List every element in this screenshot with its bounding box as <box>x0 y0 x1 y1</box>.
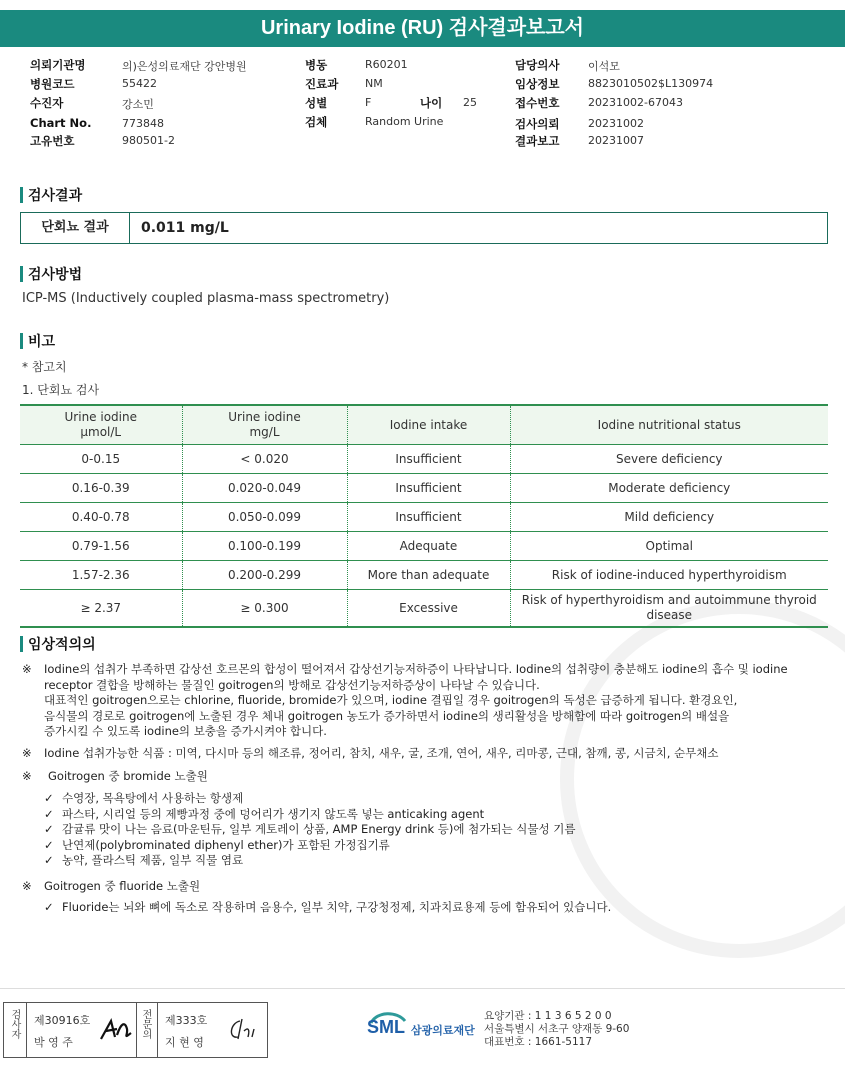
list-item: 농약, 플라스틱 제품, 일부 직물 염료 <box>62 853 244 867</box>
reference-table <box>20 404 828 628</box>
org-name: 삼광의료재단 <box>411 1024 475 1037</box>
info-label: 고유번호 <box>30 134 75 148</box>
table-cell: Risk of hyperthyroidism and autoimmune thyroid disease <box>510 590 828 628</box>
table-row <box>20 474 828 503</box>
table-row <box>20 445 828 474</box>
paragraph-line: 음식물의 경로로 goitrogen에 노출된 경우 체내 goitrogen 농도가 증가하면서 iodine의 생리활성을 방해함에 따라 goitrogen의 배설을 <box>44 708 730 723</box>
info-label: 담당의사 <box>515 58 560 72</box>
bromide-list <box>22 791 822 869</box>
result-value: 0.011 mg/L <box>141 220 229 236</box>
check-icon: ✓ <box>44 853 54 867</box>
result-box <box>20 212 828 244</box>
column-header: Iodine intake <box>347 405 510 445</box>
expert-signature-icon <box>226 1015 264 1045</box>
footer-divider <box>0 988 845 989</box>
fluoride-list <box>22 900 822 916</box>
info-value: Random Urine <box>365 115 444 128</box>
table-header-row <box>20 405 828 445</box>
info-label: 진료과 <box>305 77 339 91</box>
table-cell: Severe deficiency <box>510 445 828 474</box>
info-label: 결과보고 <box>515 134 560 148</box>
clinical-paragraph-1 <box>22 662 822 740</box>
stamp-divider <box>26 1003 27 1057</box>
info-value: 강소민 <box>122 98 154 111</box>
info-value: 25 <box>463 96 477 109</box>
list-item: Fluoride는 뇌와 뼈에 독소로 작용하며 음용수, 일부 치약, 구강청정제, 치과치료용제 등에 함유되어 있습니다. <box>62 900 612 914</box>
paragraph-line: Goitrogen 중 fluoride 노출원 <box>44 879 201 893</box>
info-label: 의뢰기관명 <box>30 58 86 72</box>
check-icon: ✓ <box>44 806 54 821</box>
table-cell: 0.020-0.049 <box>182 474 347 503</box>
table-cell: Insufficient <box>347 503 510 532</box>
section-bar <box>20 333 23 349</box>
table-row <box>20 590 828 628</box>
info-label: 접수번호 <box>515 96 560 110</box>
info-value: NM <box>365 77 383 90</box>
section-method-heading: 검사방법 <box>20 264 82 284</box>
table-cell: < 0.020 <box>182 445 347 474</box>
paragraph-line: Iodine 섭취가능한 식품 : 미역, 다시마 등의 해조류, 정어리, 참치, 새우, 굴, 조개, 연어, 새우, 리마콩, 근대, 참깨, 콩, 시금치, 순무채소 <box>44 746 719 760</box>
check-icon: ✓ <box>44 822 54 836</box>
org-info-line: 요양기관 : 1 1 3 6 5 2 0 0 <box>484 1010 612 1022</box>
stamp-divider <box>136 1003 137 1057</box>
check-icon: ✓ <box>44 791 54 805</box>
info-value: 8823010502$L130974 <box>588 77 714 90</box>
info-label: 검체 <box>305 115 328 129</box>
check-icon: ✓ <box>44 900 54 914</box>
section-bar <box>20 187 23 203</box>
expert-license: 제333호 <box>165 1014 208 1027</box>
table-cell: 0.050-0.099 <box>182 503 347 532</box>
table-row <box>20 503 828 532</box>
paragraph-line: Iodine의 섭취가 부족하면 갑상선 호르몬의 합성이 떨어져서 갑상선기능저하증이 나타납니다. Iodine의 섭취량이 충분해도 iodine의 흡수 및 iodine <box>44 662 788 676</box>
info-label: 검사의뢰 <box>515 117 560 131</box>
paragraph-line: Goitrogen 중 bromide 노출원 <box>48 769 208 783</box>
tester-license: 제30916호 <box>34 1014 91 1027</box>
paragraph-line: 증가시킬 수 있도록 iodine의 보충을 증가시켜야 합니다. <box>44 724 327 738</box>
info-label: 성별 <box>305 96 328 110</box>
table-cell: 0.200-0.299 <box>182 561 347 590</box>
result-label: 단회뇨 결과 <box>21 213 130 243</box>
table-cell: 0.79-1.56 <box>20 532 182 561</box>
table-cell: Insufficient <box>347 474 510 503</box>
info-label: 병원코드 <box>30 77 75 91</box>
column-header: Urine iodine mg/L <box>182 405 347 445</box>
paragraph-line: receptor 결합을 방해하는 물질인 goitrogen의 방해로 갑상선기능저하증상이 나타날 수 있습니다. <box>44 677 540 692</box>
section-remarks-heading: 비고 <box>20 331 55 351</box>
stamp-divider <box>157 1003 158 1057</box>
info-value: 의)은성의료재단 강안병원 <box>122 60 247 73</box>
table-cell: Optimal <box>510 532 828 561</box>
table-cell: More than adequate <box>347 561 510 590</box>
section-clinical-heading: 임상적의의 <box>20 634 96 654</box>
report-title: Urinary Iodine (RU) 검사결과보고서 <box>0 10 845 47</box>
org-info-line: 서울특별시 서초구 양재동 9-60 <box>484 1023 630 1035</box>
table-cell: Risk of iodine-induced hyperthyroidism <box>510 561 828 590</box>
section-result-heading: 검사결과 <box>20 185 82 205</box>
info-value: 20231002-67043 <box>588 96 683 109</box>
paragraph-line: 대표적인 goitrogen으로는 chlorine, fluoride, bromide가 있으며, iodine 결핍일 경우 goitrogen의 독성은 급증하게 됩니다. 환경요인, <box>44 693 738 707</box>
reference-mark-icon: ※ <box>22 879 32 893</box>
reference-label: * 참고치 <box>22 360 67 374</box>
tester-label: 검사자 <box>9 1009 20 1039</box>
method-text: ICP-MS (Inductively coupled plasma-mass spectrometry) <box>22 291 390 306</box>
list-item: 난연제(polybrominated diphenyl ether)가 포함된 가정집기류 <box>62 837 390 852</box>
reference-mark-icon: ※ <box>22 662 32 676</box>
list-item: 감귤류 맛이 나는 음료(마운틴듀, 일부 게토레이 상품, AMP Energy drink 등)에 첨가되는 식물성 기름 <box>62 822 576 836</box>
clinical-paragraph-4 <box>22 879 822 895</box>
logo-text: SML <box>367 1017 405 1037</box>
reference-mark-icon: ※ <box>22 746 32 760</box>
info-value: 이석모 <box>588 60 620 73</box>
list-item: 수영장, 목욕탕에서 사용하는 항생제 <box>62 791 244 805</box>
info-value: 55422 <box>122 77 157 90</box>
info-label: 수진자 <box>30 96 64 110</box>
table-row <box>20 532 828 561</box>
info-label: Chart No. <box>30 116 92 130</box>
list-item: 파스타, 시리얼 등의 제빵과정 중에 덩어리가 생기지 않도록 넣는 anticaking agent <box>62 806 485 821</box>
info-value: F <box>365 96 372 109</box>
info-value: 20231007 <box>588 134 644 147</box>
column-header: Iodine nutritional status <box>510 405 828 445</box>
table-cell: ≥ 2.37 <box>20 590 182 628</box>
org-info <box>484 1010 629 1049</box>
table-cell: 0.40-0.78 <box>20 503 182 532</box>
tester-name: 박 영 주 <box>34 1036 73 1049</box>
info-value: 773848 <box>122 117 164 130</box>
table-cell: 0.16-0.39 <box>20 474 182 503</box>
table-cell: Mild deficiency <box>510 503 828 532</box>
info-label: 병동 <box>305 58 328 72</box>
table-row <box>20 561 828 590</box>
table-cell: Insufficient <box>347 445 510 474</box>
expert-name: 지 현 영 <box>165 1036 204 1049</box>
info-label: 나이 <box>420 96 443 110</box>
signature-box <box>3 1002 268 1058</box>
org-info-line: 대표번호 : 1661-5117 <box>484 1036 593 1048</box>
info-value: 980501-2 <box>122 134 175 147</box>
check-icon: ✓ <box>44 837 54 852</box>
expert-label: 전문의 <box>140 1009 151 1039</box>
info-label: 임상정보 <box>515 77 560 91</box>
table-cell: Excessive <box>347 590 510 628</box>
table-cell: 1.57-2.36 <box>20 561 182 590</box>
reference-sublabel: 1. 단회뇨 검사 <box>22 383 100 397</box>
info-value: R60201 <box>365 58 408 71</box>
table-cell: Adequate <box>347 532 510 561</box>
section-bar <box>20 636 23 652</box>
reference-mark-icon: ※ <box>22 769 32 783</box>
clinical-paragraph-3 <box>22 769 822 785</box>
clinical-paragraph-2 <box>22 746 822 762</box>
table-cell: 0.100-0.199 <box>182 532 347 561</box>
table-cell: 0-0.15 <box>20 445 182 474</box>
tester-signature-icon <box>97 1015 135 1045</box>
table-cell: Moderate deficiency <box>510 474 828 503</box>
table-cell: ≥ 0.300 <box>182 590 347 628</box>
info-value: 20231002 <box>588 117 644 130</box>
column-header: Urine iodine μmol/L <box>20 405 182 445</box>
section-bar <box>20 266 23 282</box>
